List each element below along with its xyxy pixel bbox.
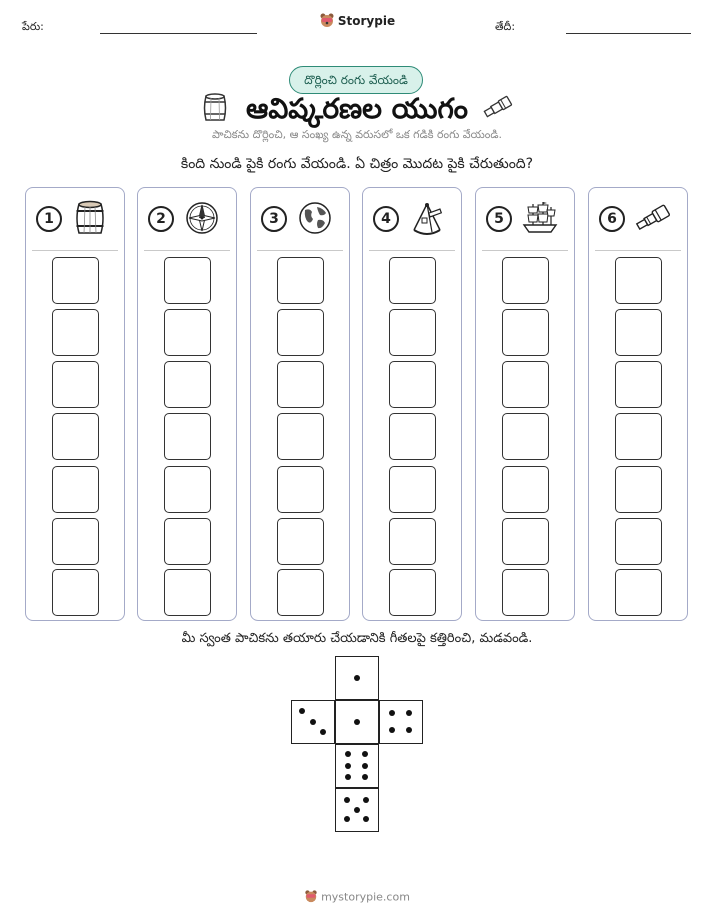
- color-cell[interactable]: [389, 466, 436, 513]
- dice-pip: [354, 719, 360, 725]
- column-2: [137, 187, 237, 621]
- color-cell[interactable]: [52, 466, 99, 513]
- column-number: 2: [148, 206, 174, 232]
- color-cell[interactable]: [277, 257, 324, 304]
- ship-icon: [521, 200, 559, 236]
- column-6: [588, 187, 688, 621]
- column-number: 1: [36, 206, 62, 232]
- roll-and-color-badge: దొర్లించి రంగు వేయండి: [289, 66, 423, 94]
- globe-icon: [296, 200, 334, 236]
- column-header: [476, 188, 574, 250]
- column-header: [589, 188, 687, 250]
- name-label: పేరు:: [22, 20, 44, 33]
- dice-pip: [344, 797, 350, 803]
- dice-pip: [345, 751, 351, 757]
- brand-name: Storypie: [337, 14, 396, 28]
- barrel-icon: [71, 200, 109, 236]
- color-cell[interactable]: [389, 309, 436, 356]
- color-cell[interactable]: [277, 466, 324, 513]
- storypie-logo-icon: [319, 12, 335, 31]
- color-cell[interactable]: [277, 361, 324, 408]
- dice-pip: [344, 816, 350, 822]
- color-cell[interactable]: [164, 569, 211, 616]
- color-cell[interactable]: [615, 257, 662, 304]
- color-cell[interactable]: [164, 518, 211, 565]
- color-cell[interactable]: [277, 413, 324, 460]
- color-cell[interactable]: [615, 309, 662, 356]
- spyglass-icon: [634, 200, 672, 236]
- dice-pip: [310, 719, 316, 725]
- dice-pip: [362, 774, 368, 780]
- color-cell[interactable]: [502, 413, 549, 460]
- name-line: [100, 33, 257, 34]
- color-cell[interactable]: [389, 361, 436, 408]
- color-cell[interactable]: [615, 569, 662, 616]
- dice-pip: [363, 816, 369, 822]
- column-header: [363, 188, 461, 250]
- color-cell[interactable]: [164, 257, 211, 304]
- sextant-icon: [408, 200, 446, 236]
- cut-instruction: మీ స్వంత పాచికను తయారు చేయడానికి గీతలపై కత్తిరించి, మడవండి.: [181, 631, 533, 646]
- dice-pip: [362, 751, 368, 757]
- color-cell[interactable]: [164, 413, 211, 460]
- color-cell[interactable]: [502, 257, 549, 304]
- color-cell[interactable]: [52, 257, 99, 304]
- footer-logo-icon: [304, 889, 318, 906]
- color-cell[interactable]: [502, 569, 549, 616]
- dice-pip: [363, 797, 369, 803]
- dice-face-4: [379, 700, 423, 744]
- color-cell[interactable]: [389, 257, 436, 304]
- date-label: తేదీ:: [495, 20, 516, 33]
- color-cell[interactable]: [502, 309, 549, 356]
- color-cell[interactable]: [615, 413, 662, 460]
- color-cell[interactable]: [615, 466, 662, 513]
- dice-pip: [406, 727, 412, 733]
- color-cell[interactable]: [277, 518, 324, 565]
- color-cell[interactable]: [502, 466, 549, 513]
- color-cell[interactable]: [52, 518, 99, 565]
- column-divider: [257, 250, 343, 251]
- column-divider: [482, 250, 568, 251]
- footer: [0, 889, 714, 906]
- color-cell[interactable]: [164, 466, 211, 513]
- subtitle: పాచికను దొర్లించి, ఆ సంఖ్య ఉన్న వరుసలో ఒక గడికి రంగు వేయండి.: [212, 128, 502, 141]
- column-divider: [369, 250, 455, 251]
- title-spyglass-icon: [482, 94, 514, 124]
- dice-pip: [345, 763, 351, 769]
- dice-pip: [362, 763, 368, 769]
- column-1: [25, 187, 125, 621]
- date-line: [566, 33, 691, 34]
- compass-icon: [183, 200, 221, 236]
- color-cell[interactable]: [277, 309, 324, 356]
- dice-pip: [354, 807, 360, 813]
- color-cell[interactable]: [164, 309, 211, 356]
- column-5: [475, 187, 575, 621]
- column-number: 4: [373, 206, 399, 232]
- dice-face-1: [335, 700, 379, 744]
- brand: [0, 12, 714, 31]
- color-cell[interactable]: [615, 518, 662, 565]
- color-cell[interactable]: [502, 361, 549, 408]
- dice-face-1: [335, 656, 379, 700]
- dice-pip: [299, 708, 305, 714]
- column-number: 6: [599, 206, 625, 232]
- column-3: [250, 187, 350, 621]
- dice-face-3: [291, 700, 335, 744]
- column-4: [362, 187, 462, 621]
- color-cell[interactable]: [277, 569, 324, 616]
- dice-pip: [389, 727, 395, 733]
- color-cell[interactable]: [164, 361, 211, 408]
- dice-pip: [406, 710, 412, 716]
- color-cell[interactable]: [52, 569, 99, 616]
- dice-pip: [345, 774, 351, 780]
- instruction: కింది నుండి పైకి రంగు వేయండి. ఏ చిత్రం మొదట పైకి చేరుతుంది?: [180, 156, 534, 172]
- column-divider: [595, 250, 681, 251]
- color-cell[interactable]: [52, 309, 99, 356]
- column-divider: [144, 250, 230, 251]
- column-number: 3: [261, 206, 287, 232]
- page-title: ఆవిష్కరణల యుగం: [246, 92, 468, 125]
- color-cell[interactable]: [52, 361, 99, 408]
- dice-face-5: [335, 788, 379, 832]
- color-cell[interactable]: [502, 518, 549, 565]
- column-header: [251, 188, 349, 250]
- color-cell[interactable]: [389, 413, 436, 460]
- color-cell[interactable]: [52, 413, 99, 460]
- footer-url: mystorypie.com: [321, 890, 410, 904]
- dice-pip: [389, 710, 395, 716]
- column-header: [26, 188, 124, 250]
- column-header: [138, 188, 236, 250]
- dice-face-6: [335, 744, 379, 788]
- dice-pip: [320, 729, 326, 735]
- column-divider: [32, 250, 118, 251]
- color-cell[interactable]: [389, 569, 436, 616]
- column-number: 5: [486, 206, 512, 232]
- color-cell[interactable]: [615, 361, 662, 408]
- dice-pip: [354, 675, 360, 681]
- color-cell[interactable]: [389, 518, 436, 565]
